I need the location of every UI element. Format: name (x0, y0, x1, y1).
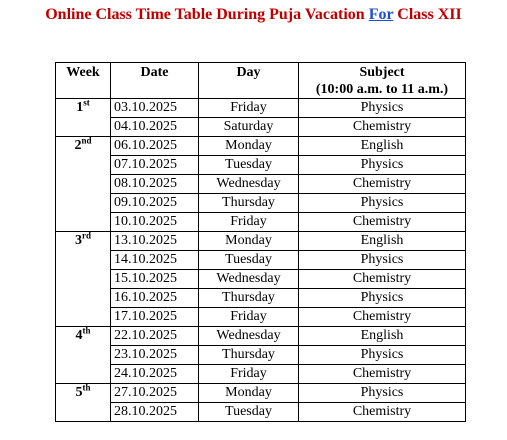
subject-cell: Physics (299, 289, 466, 308)
table-row (56, 232, 466, 251)
title-text-class: Class XII (393, 6, 462, 23)
table-row (56, 384, 466, 403)
date-cell: 03.10.2025 (111, 99, 199, 118)
subject-cell: Chemistry (299, 213, 466, 232)
title-text-for: For (368, 6, 394, 23)
page-title (0, 6, 507, 24)
table-row (56, 156, 466, 175)
week-cell (56, 327, 111, 384)
subject-cell: Physics (299, 99, 466, 118)
header-day: Day (199, 63, 299, 99)
date-cell: 14.10.2025 (111, 251, 199, 270)
date-cell: 17.10.2025 (111, 308, 199, 327)
timetable (55, 62, 466, 422)
subject-cell: Chemistry (299, 365, 466, 384)
day-cell: Thursday (199, 346, 299, 365)
day-cell: Monday (199, 384, 299, 403)
week-ordinal-suffix: th (82, 325, 91, 336)
day-cell: Monday (199, 137, 299, 156)
date-cell: 16.10.2025 (111, 289, 199, 308)
table-row (56, 251, 466, 270)
title-text-main: Online Class Time Table During Puja Vacation (45, 6, 369, 23)
subject-cell: Chemistry (299, 308, 466, 327)
subject-cell: English (299, 137, 466, 156)
day-cell: Thursday (199, 289, 299, 308)
subject-cell: English (299, 327, 466, 346)
day-cell: Friday (199, 99, 299, 118)
header-week: Week (56, 63, 111, 99)
date-cell: 10.10.2025 (111, 213, 199, 232)
day-cell: Thursday (199, 194, 299, 213)
subject-cell: Physics (299, 384, 466, 403)
day-cell: Monday (199, 232, 299, 251)
table-row (56, 175, 466, 194)
header-subject-label: Subject (359, 65, 405, 80)
day-cell: Wednesday (199, 175, 299, 194)
week-ordinal-suffix: rd (82, 230, 91, 241)
header-subject (299, 63, 466, 99)
week-cell (56, 137, 111, 232)
day-cell: Friday (199, 213, 299, 232)
table-row (56, 99, 466, 118)
date-cell: 09.10.2025 (111, 194, 199, 213)
day-cell: Tuesday (199, 156, 299, 175)
subject-cell: Physics (299, 346, 466, 365)
table-row (56, 308, 466, 327)
week-number: 5 (75, 385, 83, 400)
subject-cell: Chemistry (299, 175, 466, 194)
table-row (56, 346, 466, 365)
table-row (56, 194, 466, 213)
table-row (56, 270, 466, 289)
timetable-body (56, 99, 466, 422)
date-cell: 22.10.2025 (111, 327, 199, 346)
subject-cell: Physics (299, 194, 466, 213)
date-cell: 04.10.2025 (111, 118, 199, 137)
subject-cell: Chemistry (299, 403, 466, 422)
week-ordinal-suffix: nd (81, 135, 92, 146)
table-row (56, 365, 466, 384)
date-cell: 23.10.2025 (111, 346, 199, 365)
table-row (56, 289, 466, 308)
week-number: 3 (75, 233, 82, 248)
subject-cell: Physics (299, 156, 466, 175)
day-cell: Friday (199, 365, 299, 384)
day-cell: Wednesday (199, 270, 299, 289)
week-ordinal-suffix: st (83, 97, 90, 108)
day-cell: Saturday (199, 118, 299, 137)
date-cell: 08.10.2025 (111, 175, 199, 194)
date-cell: 28.10.2025 (111, 403, 199, 422)
date-cell: 24.10.2025 (111, 365, 199, 384)
header-row (56, 63, 466, 99)
timetable-header (56, 63, 466, 99)
subject-cell: Chemistry (299, 270, 466, 289)
day-cell: Wednesday (199, 327, 299, 346)
table-row (56, 213, 466, 232)
week-cell (56, 384, 111, 422)
date-cell: 07.10.2025 (111, 156, 199, 175)
date-cell: 27.10.2025 (111, 384, 199, 403)
subject-cell: Physics (299, 251, 466, 270)
day-cell: Friday (199, 308, 299, 327)
header-date: Date (111, 63, 199, 99)
day-cell: Tuesday (199, 251, 299, 270)
week-number: 1 (76, 100, 84, 115)
table-row (56, 118, 466, 137)
week-number: 4 (75, 328, 83, 343)
week-number: 2 (74, 138, 82, 153)
header-subject-time: (10:00 a.m. to 11 a.m.) (315, 82, 449, 97)
date-cell: 13.10.2025 (111, 232, 199, 251)
subject-cell: English (299, 232, 466, 251)
date-cell: 15.10.2025 (111, 270, 199, 289)
date-cell: 06.10.2025 (111, 137, 199, 156)
table-row (56, 403, 466, 422)
table-row (56, 137, 466, 156)
week-cell (56, 232, 111, 327)
subject-cell: Chemistry (299, 118, 466, 137)
table-row (56, 327, 466, 346)
week-cell (56, 99, 111, 137)
day-cell: Tuesday (199, 403, 299, 422)
week-ordinal-suffix: th (82, 382, 91, 393)
